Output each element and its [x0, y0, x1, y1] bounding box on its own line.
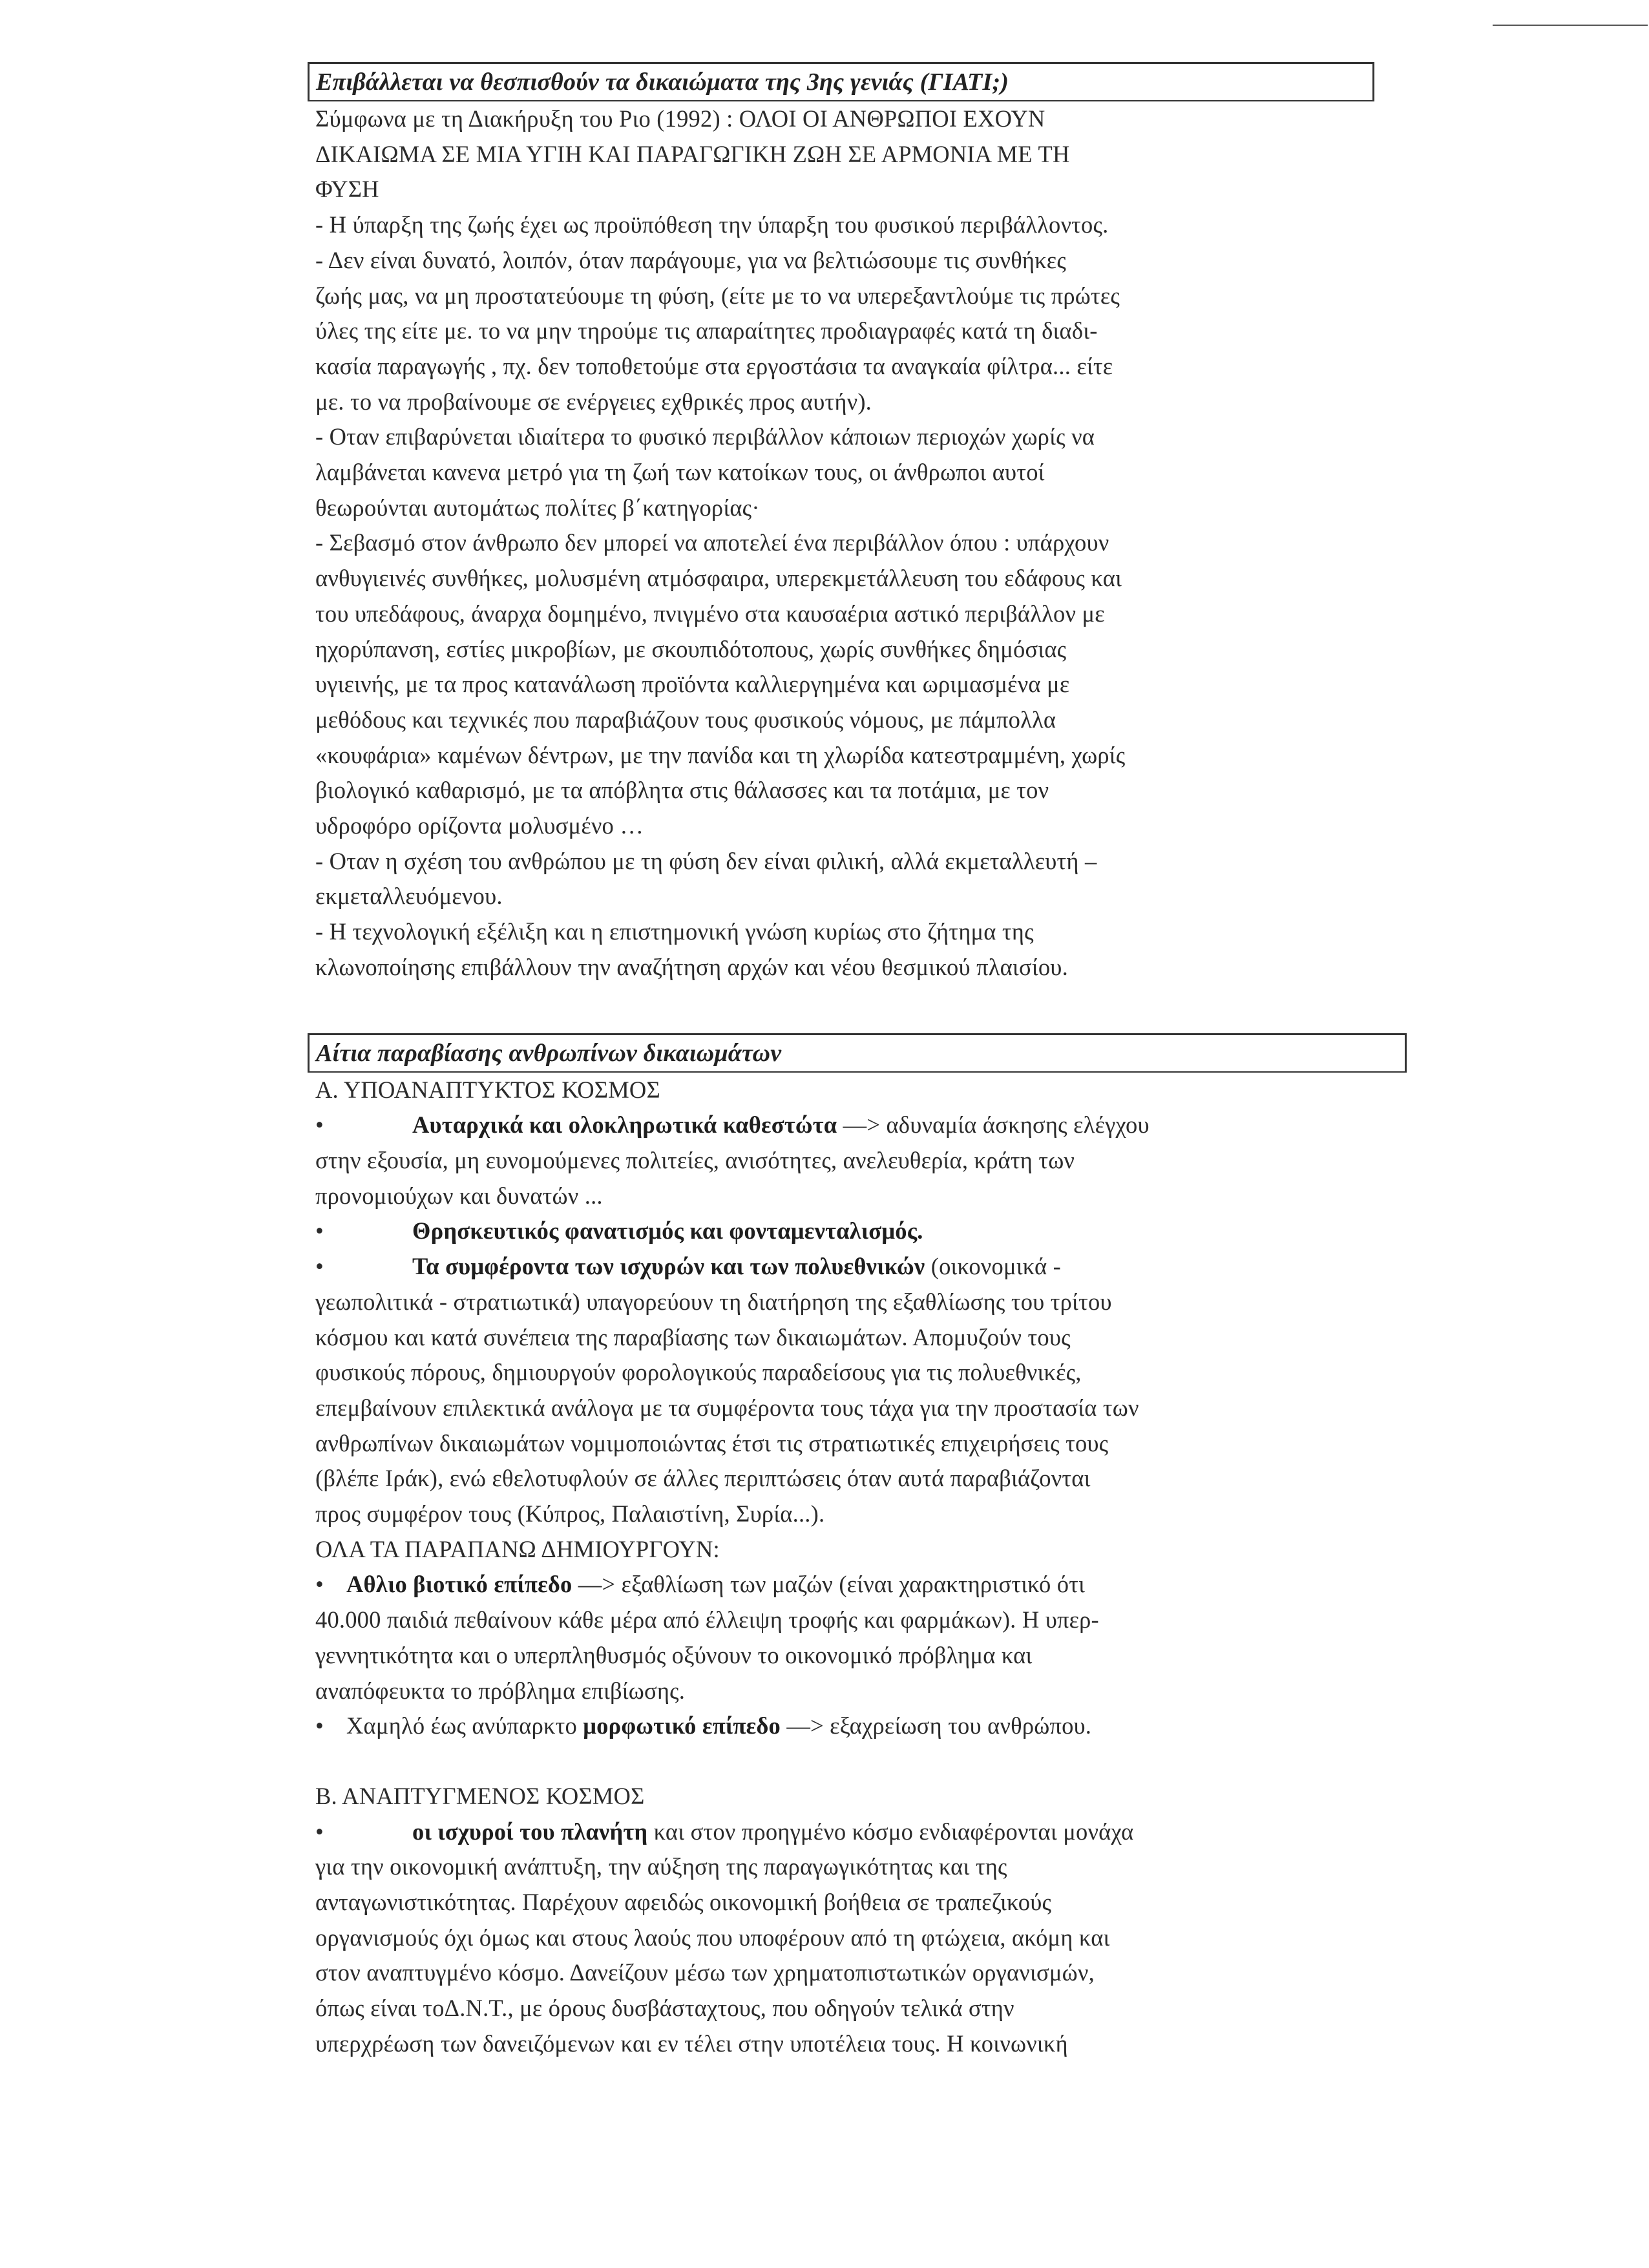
bullet-text: —> αδυναμία άσκησης ελέγχου — [837, 1111, 1150, 1139]
bullet-bold-text: Αθλιο βιοτικό επίπεδο — [346, 1571, 572, 1598]
bullet-bold-text: μορφωτικό επίπεδο — [583, 1712, 781, 1739]
bullet-marker: • — [315, 1111, 324, 1139]
paragraph-line: ηχορύπανση, εστίες μικροβίων, με σκουπιδότοπους, χωρίς συνθήκες δημόσιας — [315, 635, 1067, 662]
paragraph-line: στον αναπτυγμένο κόσμο. Δανείζουν μέσω των χρηματοπιστωτικών οργανισμών, — [315, 1959, 1095, 1986]
section-third-generation-rights-body — [315, 101, 1388, 985]
paragraph-line: εκμεταλλευόμενου. — [315, 883, 503, 910]
paragraph-line: βιολογικό καθαρισμό, με τα απόβλητα στις θάλασσες και τα ποτάμια, με τον — [315, 777, 1049, 804]
bullet-bold-text: Τα συμφέροντα των ισχυρών και των πολυεθνικών — [412, 1253, 925, 1280]
paragraph-line: επεμβαίνουν επιλεκτικά ανάλογα με τα συμφέροντα τους τάχα για την προστασία των — [315, 1394, 1139, 1421]
bullet-powerful-of-planet-body — [315, 1849, 1388, 2061]
paragraph-line: μεθόδους και τεχνικές που παραβιάζουν τους φυσικούς νόμους, με πάμπολλα — [315, 706, 1056, 733]
paragraph-line: 40.000 παιδιά πεθαίνουν κάθε μέρα από έλλειψη τροφής και φαρμάκων). Η υπερ- — [315, 1606, 1099, 1633]
paragraph-line: - Δεν είναι δυνατό, λοιπόν, όταν παράγουμε, για να βελτιώσουμε τις συνθήκες — [315, 246, 1066, 273]
bullet-interests-of-powerful-body — [315, 1285, 1388, 1532]
paragraph-line: ΔΙΚΑΙΩΜΑ ΣΕ ΜΙΑ ΥΓΙΗ ΚΑΙ ΠΑΡΑΓΩΓΙΚΗ ΖΩΗ ΣΕ ΑΡΜΟΝΙΑ ΜΕ ΤΗ — [315, 140, 1070, 167]
subheading-developed-world: Β. ΑΝΑΠΤΥΓΜΕΝΟΣ ΚΟΣΜΟΣ — [315, 1782, 645, 1809]
paragraph-line: - Σεβασμό στον άνθρωπο δεν μπορεί να αποτελεί ένα περιβάλλον όπου : υπάρχουν — [315, 529, 1109, 556]
paragraph-line: ΦΥΣΗ — [315, 176, 379, 203]
bullet-bold-text: Θρησκευτικός φανατισμός και φονταμενταλισμός. — [412, 1217, 923, 1244]
paragraph-line: ανθρωπίνων δικαιωμάτων νομιμοποιώντας έτσι τις στρατιωτικές επιχειρήσεις τους — [315, 1429, 1109, 1456]
section-heading-third-generation-rights: Επιβάλλεται να θεσπισθούν τα δικαιώματα της 3ης γενιάς (ΓΙΑΤΙ;) — [308, 62, 1374, 101]
bullet-powerful-of-planet — [315, 1814, 1388, 1850]
paragraph-line: Σύμφωνα με τη Διακήρυξη του Ριο (1992) : ΟΛΟΙ ΟΙ ΑΝΘΡΩΠΟΙ ΕΧΟΥΝ — [315, 105, 1045, 132]
paragraph-line: ζωής μας, να μη προστατεύουμε τη φύση, (είτε με το να υπερεξαντλούμε τις πρώτες — [315, 282, 1120, 309]
bullet-marker: • — [315, 1571, 324, 1598]
paragraph-line: (βλέπε Ιράκ), ενώ εθελοτυφλούν σε άλλες περιπτώσεις όταν αυτά παραβιάζονται — [315, 1465, 1091, 1492]
summary-all-above-create: ΟΛΑ ΤΑ ΠΑΡΑΠΑΝΩ ΔΗΜΙΟΥΡΓΟΥΝ: — [315, 1535, 720, 1562]
paragraph-line: προς συμφέρον τους (Κύπρος, Παλαιστίνη, Συρία...). — [315, 1500, 825, 1528]
document-page — [315, 62, 1388, 2062]
paragraph-line: στην εξουσία, μη ευνομούμενες πολιτείες, ανισότητες, ανελευθερία, κράτη των — [315, 1146, 1075, 1173]
subheading-underdeveloped-world: Α. ΥΠΟΑΝΑΠΤΥΚΤΟΣ ΚΟΣΜΟΣ — [315, 1076, 660, 1103]
bullet-marker: • — [315, 1217, 324, 1244]
paragraph-line: «κουφάρια» καμένων δέντρων, με την πανίδα και τη χλωρίδα κατεστραμμένη, χωρίς — [315, 741, 1126, 768]
section-spacer — [315, 1744, 1388, 1779]
bullet-text: —> εξαθλίωση των μαζών (είναι χαρακτηριστικό ότι — [572, 1571, 1086, 1598]
paragraph-line: όπως είναι τοΔ.Ν.Τ., με όρους δυσβάσταχτους, που οδηγούν τελικά στην — [315, 1995, 1014, 2022]
scan-edge-mark — [1493, 25, 1648, 26]
bullet-text: και στον προηγμένο κόσμο ενδιαφέρονται μονάχα — [647, 1818, 1134, 1845]
paragraph-line: - Οταν η σχέση του ανθρώπου με τη φύση δεν είναι φιλική, αλλά εκμεταλλευτή – — [315, 847, 1097, 874]
paragraph-line: αναπόφευκτα το πρόβλημα επιβίωσης. — [315, 1677, 686, 1704]
paragraph-line: κόσμου και κατά συνέπεια της παραβίασης των δικαιωμάτων. Απομυζούν τους — [315, 1323, 1071, 1350]
bullet-authoritarian-regimes — [315, 1108, 1388, 1143]
paragraph-line: κλωνοποίησης επιβάλλουν την αναζήτηση αρχών και νέου θεσμικού πλαισίου. — [315, 953, 1068, 980]
bullet-bold-text: οι ισχυροί του πλανήτη — [412, 1818, 648, 1845]
section-heading-causes-of-violation: Αίτια παραβίασης ανθρωπίνων δικαιωμάτων — [308, 1033, 1407, 1073]
bullet-text: (οικονομικά - — [925, 1253, 1062, 1280]
paragraph-line: - Η ύπαρξη της ζωής έχει ως προϋπόθεση την ύπαρξη του φυσικού περιβάλλοντος. — [315, 211, 1109, 238]
paragraph-line: φυσικούς πόρους, δημιουργούν φορολογικούς παραδείσους για τις πολυεθνικές, — [315, 1359, 1082, 1386]
bullet-text: —> εξαχρείωση του ανθρώπου. — [781, 1712, 1092, 1739]
bullet-interests-of-powerful — [315, 1249, 1388, 1285]
bullet-text: Χαμηλό έως ανύπαρκτο — [346, 1712, 583, 1739]
paragraph-line: - Οταν επιβαρύνεται ιδιαίτερα το φυσικό περιβάλλον κάποιων περιοχών χωρίς να — [315, 423, 1095, 450]
paragraph-line: - Η τεχνολογική εξέλιξη και η επιστημονική γνώση κυρίως στο ζήτημα της — [315, 918, 1034, 945]
paragraph-line: για την οικονομική ανάπτυξη, την αύξηση της παραγωγικότητας και της — [315, 1853, 1007, 1880]
paragraph-line: κασία παραγωγής , πχ. δεν τοποθετούμε στα εργοστάσια τα αναγκαία φίλτρα... είτε — [315, 352, 1113, 379]
paragraph-line: υδροφόρο ορίζοντα μολυσμένο … — [315, 812, 644, 839]
paragraph-line: με. το να προβαίνουμε σε ενέργειες εχθρικές προς αυτήν). — [315, 388, 872, 415]
paragraph-line: γεννητικότητα και ο υπερπληθυσμός οξύνουν το οικονομικό πρόβλημα και — [315, 1641, 1033, 1668]
bullet-bold-text: Αυταρχικά και ολοκληρωτικά καθεστώτα — [412, 1111, 837, 1139]
paragraph-line: υπερχρέωση των δανειζόμενων και εν τέλει στην υποτέλεια τους. Η κοινωνική — [315, 2030, 1068, 2057]
paragraph-line: θεωρούνται αυτομάτως πολίτες β΄κατηγορίας· — [315, 494, 760, 521]
bullet-religious-fanaticism — [315, 1213, 1388, 1249]
paragraph-line: λαμβάνεται κανενα μετρό για τη ζωή των κατοίκων τους, οι άνθρωποι αυτοί — [315, 459, 1045, 486]
paragraph-line: προνομιούχων και δυνατών ... — [315, 1182, 603, 1209]
bullet-marker: • — [315, 1253, 324, 1280]
bullet-miserable-living-standard-body — [315, 1602, 1388, 1708]
paragraph-line: ανθυγιεινές συνθήκες, μολυσμένη ατμόσφαιρα, υπερεκμετάλλευση του εδάφους και — [315, 565, 1122, 592]
paragraph-line: του υπεδάφους, άναρχα δομημένο, πνιγμένο στα καυσαέρια αστικό περιβάλλον με — [315, 600, 1105, 627]
paragraph-line: οργανισμούς όχι όμως και στους λαούς που υποφέρουν από τη φτώχεια, ακόμη και — [315, 1924, 1110, 1951]
paragraph-line: ύλες της είτε με. το να μην τηρούμε τις απαραίτητες προδιαγραφές κατά τη διαδι- — [315, 317, 1098, 344]
bullet-education-level — [315, 1708, 1388, 1744]
paragraph-line: υγιεινής, με τα προς κατανάλωση προϊόντα καλλιεργημένα και ωριμασμένα με — [315, 671, 1070, 698]
bullet-marker: • — [315, 1712, 324, 1739]
paragraph-line: γεωπολιτικά - στρατιωτικά) υπαγορεύουν τη διατήρηση της εξαθλίωσης του τρίτου — [315, 1288, 1112, 1315]
paragraph-line: ανταγωνιστικότητας. Παρέχουν αφειδώς οικονομική βοήθεια σε τραπεζικούς — [315, 1889, 1052, 1916]
bullet-marker: • — [315, 1818, 324, 1845]
bullet-miserable-living-standard — [315, 1567, 1388, 1602]
